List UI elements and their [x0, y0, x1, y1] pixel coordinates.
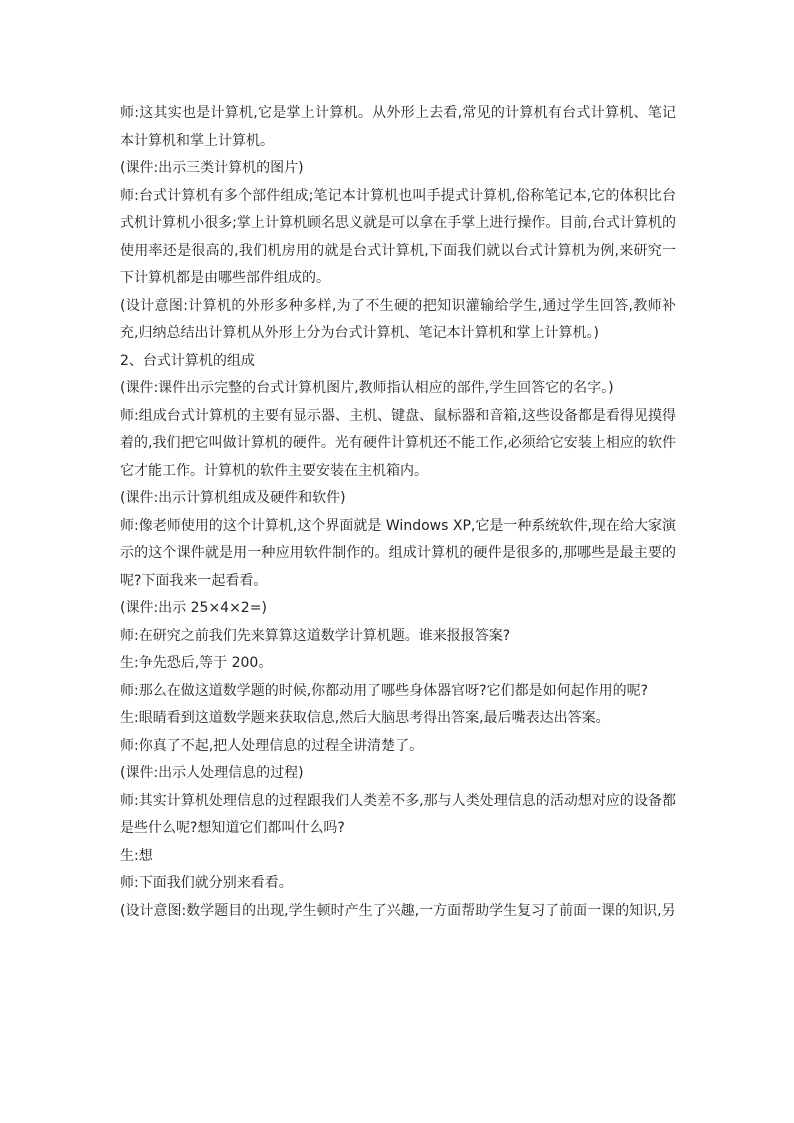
- paragraph-design-intent-1: (设计意图:计算机的外形多种多样,为了不生硬的把知识灌输给学生,通过学生回答,教师补充,归纳总结出计算机从外形上分为台式计算机、笔记本计算机和掌上计算机。): [120, 297, 676, 341]
- paragraph-desktop-description: 师:台式计算机有多个部件组成;笔记本计算机也叫手提式计算机,俗称笔记本,它的体积比台式机计算机小很多;掌上计算机顾名思义就是可以拿在手掌上进行操作。目前,台式计算机的使用率还是很高的,我们机房用的就是台式计算机,下面我们就以台式计算机为例,来研究一下计算机都是由哪些部件组成的。: [120, 187, 676, 286]
- paragraph-courseware-three-types: (课件:出示三类计算机的图片): [120, 160, 304, 176]
- paragraph-teacher-praise: 师:你真了不起,把人处理信息的过程全讲清楚了。: [120, 737, 424, 754]
- paragraph-courseware-math: (课件:出示 25×4×2=): [120, 600, 267, 616]
- paragraph-courseware-hardware-software: (课件:出示计算机组成及硬件和软件): [120, 490, 346, 506]
- paragraph-teacher-math-question: 师:在研究之前我们先来算算这道数学计算机题。谁来报报答案?: [120, 627, 511, 644]
- paragraph-teacher-computer-process: 师:其实计算机处理信息的过程跟我们人类差不多,那与人类处理信息的活动想对应的设备都是些什么呢?想知道它们都叫什么吗?: [120, 792, 676, 836]
- paragraph-computer-types: 师:这其实也是计算机,它是掌上计算机。从外形上去看,常见的计算机有台式计算机、笔记本计算机和掌上计算机。: [120, 105, 676, 149]
- paragraph-student-want: 生:想: [120, 847, 153, 864]
- paragraph-courseware-info-process: (课件:出示人处理信息的过程): [120, 765, 304, 781]
- section-heading-desktop-composition: 2、台式计算机的组成: [120, 352, 255, 369]
- paragraph-teacher-look: 师:下面我们就分别来看看。: [120, 875, 293, 891]
- paragraph-student-organs-answer: 生:眼睛看到这道数学题来获取信息,然后大脑思考得出答案,最后嘴表达出答案。: [120, 710, 610, 726]
- paragraph-courseware-desktop-image: (课件:课件出示完整的台式计算机图片,教师指认相应的部件,学生回答它的名字。): [120, 380, 614, 396]
- document-body: [120, 100, 676, 925]
- paragraph-hardware-software: 师:组成台式计算机的主要有显示器、主机、键盘、鼠标器和音箱,这些设备都是看得见摸得着的,我们把它叫做计算机的硬件。光有硬件计算机还不能工作,必须给它安装上相应的软件它才能工作。计算机的软件主要安装在主机箱内。: [120, 407, 676, 479]
- paragraph-design-intent-2: (设计意图:数学题目的出现,学生顿时产生了兴趣,一方面帮助学生复习了前面一课的知识,另: [120, 902, 676, 919]
- paragraph-windows-xp: 师:像老师使用的这个计算机,这个界面就是 Windows XP,它是一种系统软件,现在给大家演示的这个课件就是用一种应用软件制作的。组成计算机的硬件是很多的,那哪些是最主要的呢?下面我来一起看看。: [120, 517, 676, 589]
- paragraph-student-answer: 生:争先恐后,等于 200。: [120, 655, 273, 671]
- paragraph-teacher-organs-question: 师:那么在做这道数学题的时候,你都动用了哪些身体器官呀?它们都是如何起作用的呢?: [120, 682, 649, 699]
